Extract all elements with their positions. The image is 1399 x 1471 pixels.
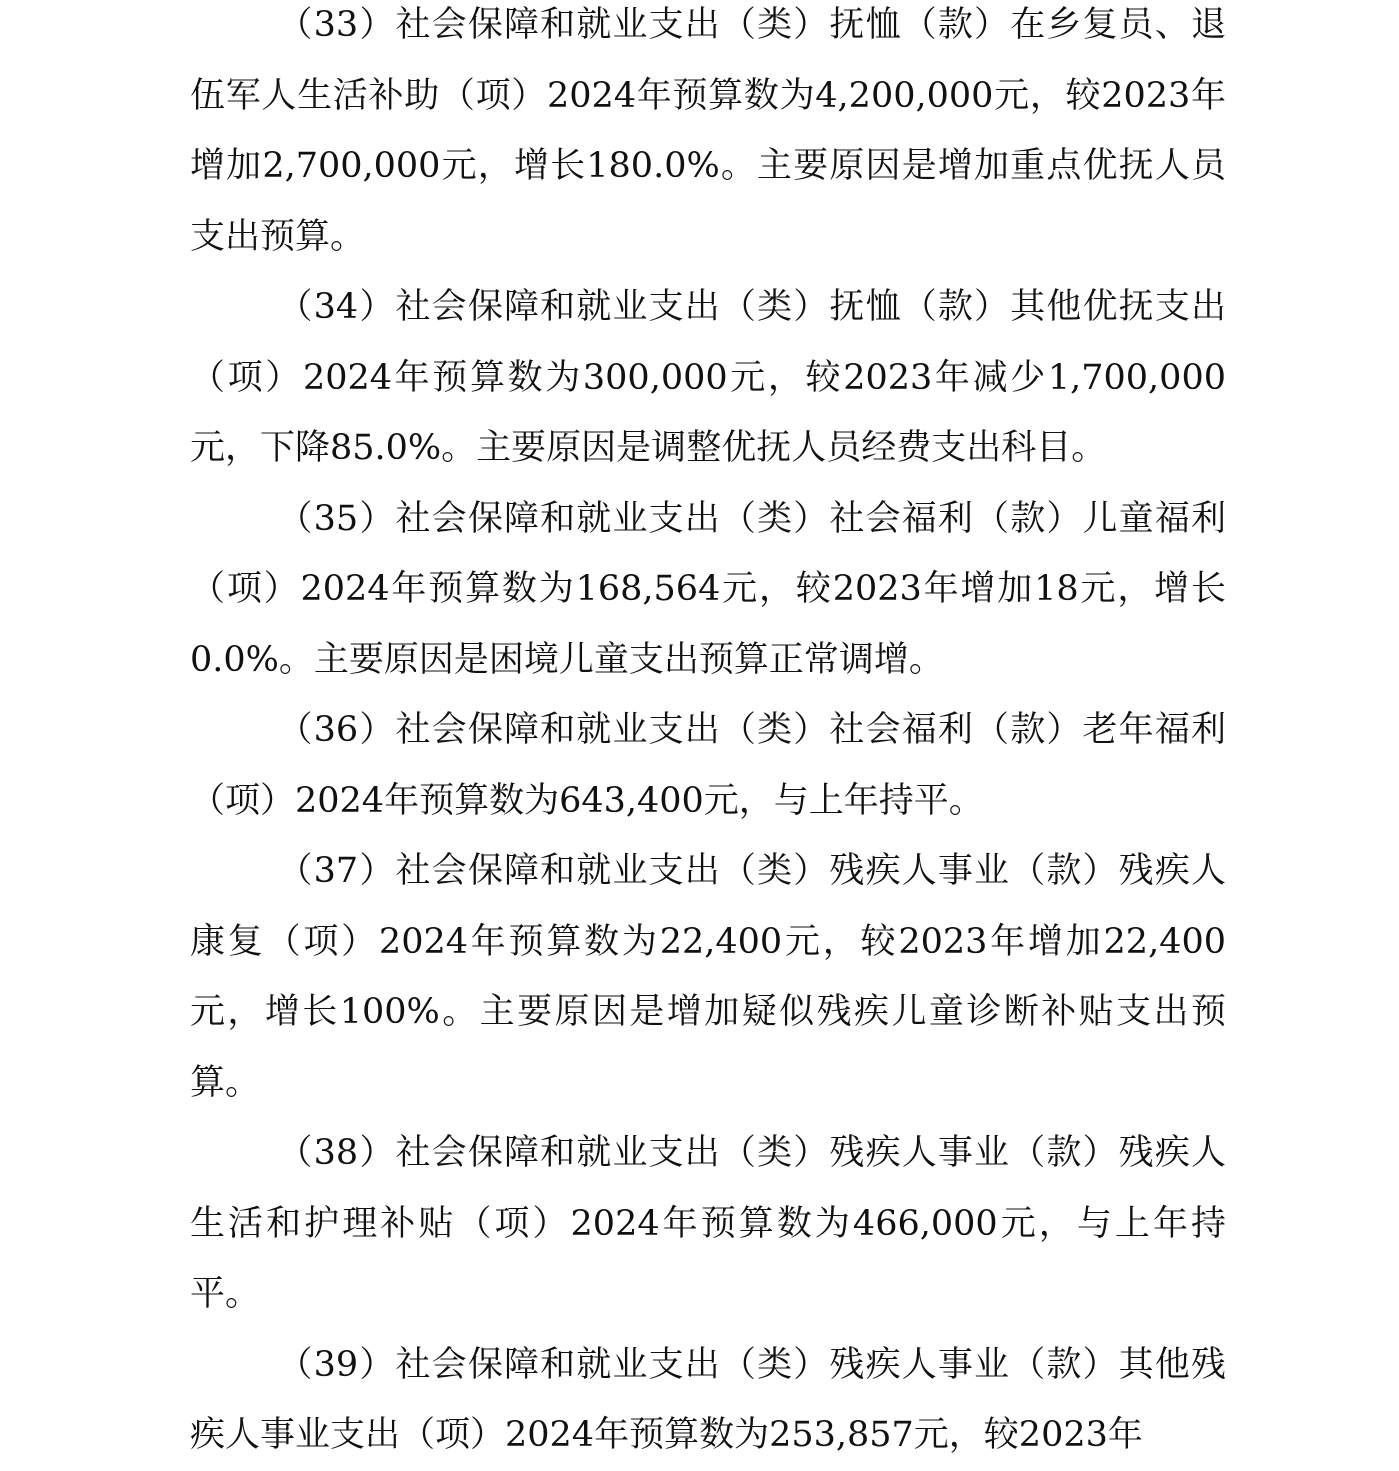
paragraph-35: （35）社会保障和就业支出（类）社会福利（款）儿童福利（项）2024年预算数为168,564元，较2023年增加18元，增长0.0%。主要原因是困境儿童支出预算正常调增。: [190, 498, 1226, 680]
paragraph-33: （33）社会保障和就业支出（类）抚恤（款）在乡复员、退伍军人生活补助（项）2024年预算数为4,200,000元，较2023年增加2,700,000元，增长180.0%。主要原因是增加重点优抚人员支出预算。: [190, 5, 1226, 257]
paragraph-34: （34）社会保障和就业支出（类）抚恤（款）其他优抚支出（项）2024年预算数为300,000元，较2023年减少1,700,000元，下降85.0%。主要原因是调整优抚人员经费支出科目。: [190, 287, 1226, 468]
paragraph-39: （39）社会保障和就业支出（类）残疾人事业（款）其他残疾人事业支出（项）2024年预算数为253,857元，较2023年: [190, 1344, 1226, 1455]
paragraph-38: （38）社会保障和就业支出（类）残疾人事业（款）残疾人生活和护理补贴（项）2024年预算数为466,000元，与上年持平。: [190, 1133, 1226, 1314]
paragraph-37: （37）社会保障和就业支出（类）残疾人事业（款）残疾人康复（项）2024年预算数为22,400元，较2023年增加22,400元，增长100%。主要原因是增加疑似残疾儿童诊断补贴支出预算。: [190, 851, 1226, 1103]
paragraph-36: （36）社会保障和就业支出（类）社会福利（款）老年福利（项）2024年预算数为643,400元，与上年持平。: [190, 710, 1226, 821]
document-page: [190, 0, 1226, 1471]
